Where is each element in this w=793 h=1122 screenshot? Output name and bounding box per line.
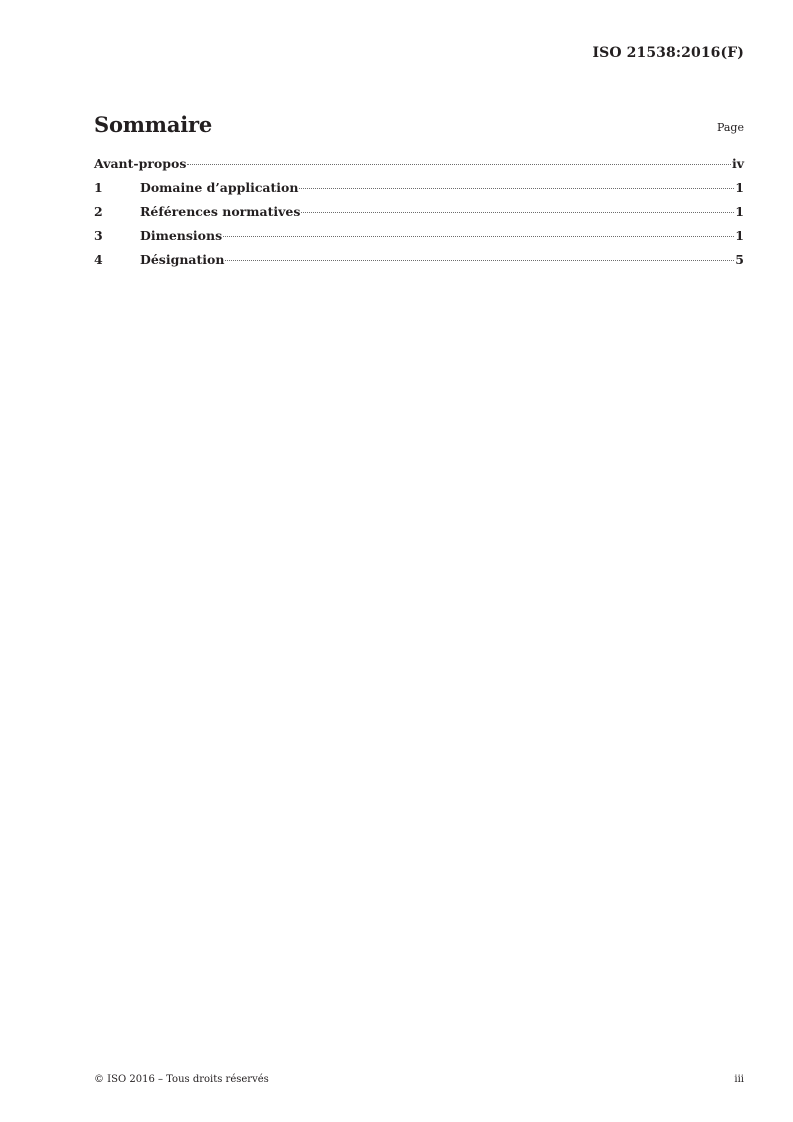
- toc-entry-label[interactable]: Dimensions: [140, 228, 223, 243]
- copyright-notice: © ISO 2016 – Tous droits réservés: [94, 1074, 269, 1085]
- toc-title-row: [94, 112, 744, 140]
- toc-entry-references-normatives[interactable]: [94, 204, 744, 228]
- toc-entry-avant-propos[interactable]: [94, 156, 744, 180]
- dot-leader: [225, 260, 734, 261]
- page-number: iii: [734, 1074, 744, 1085]
- toc-entry-page: iv: [731, 156, 744, 171]
- toc-entry-number: 1: [94, 180, 103, 195]
- toc-entry-designation[interactable]: [94, 252, 744, 276]
- toc-entry-label[interactable]: Références normatives: [140, 204, 301, 219]
- page-title: Sommaire: [94, 112, 213, 137]
- toc-entry-page: 5: [735, 252, 744, 267]
- toc-entry-label[interactable]: Domaine d’application: [140, 180, 299, 195]
- page-column-label: Page: [716, 121, 744, 134]
- table-of-contents: [94, 156, 744, 276]
- toc-entry-dimensions[interactable]: [94, 228, 744, 252]
- dot-leader: [301, 212, 734, 213]
- dot-leader: [299, 188, 734, 189]
- toc-entry-number: 3: [94, 228, 103, 243]
- toc-entry-label[interactable]: Désignation: [140, 252, 225, 267]
- toc-entry-domaine-application[interactable]: [94, 180, 744, 204]
- toc-entry-page: 1: [735, 228, 744, 243]
- dot-leader: [187, 164, 731, 165]
- toc-entry-number: 2: [94, 204, 103, 219]
- dot-leader: [223, 236, 734, 237]
- toc-entry-label[interactable]: Avant-propos: [94, 156, 187, 171]
- toc-entry-number: 4: [94, 252, 103, 267]
- document-reference: ISO 21538:2016(F): [592, 45, 744, 61]
- toc-entry-page: 1: [735, 204, 744, 219]
- toc-entry-page: 1: [735, 180, 744, 195]
